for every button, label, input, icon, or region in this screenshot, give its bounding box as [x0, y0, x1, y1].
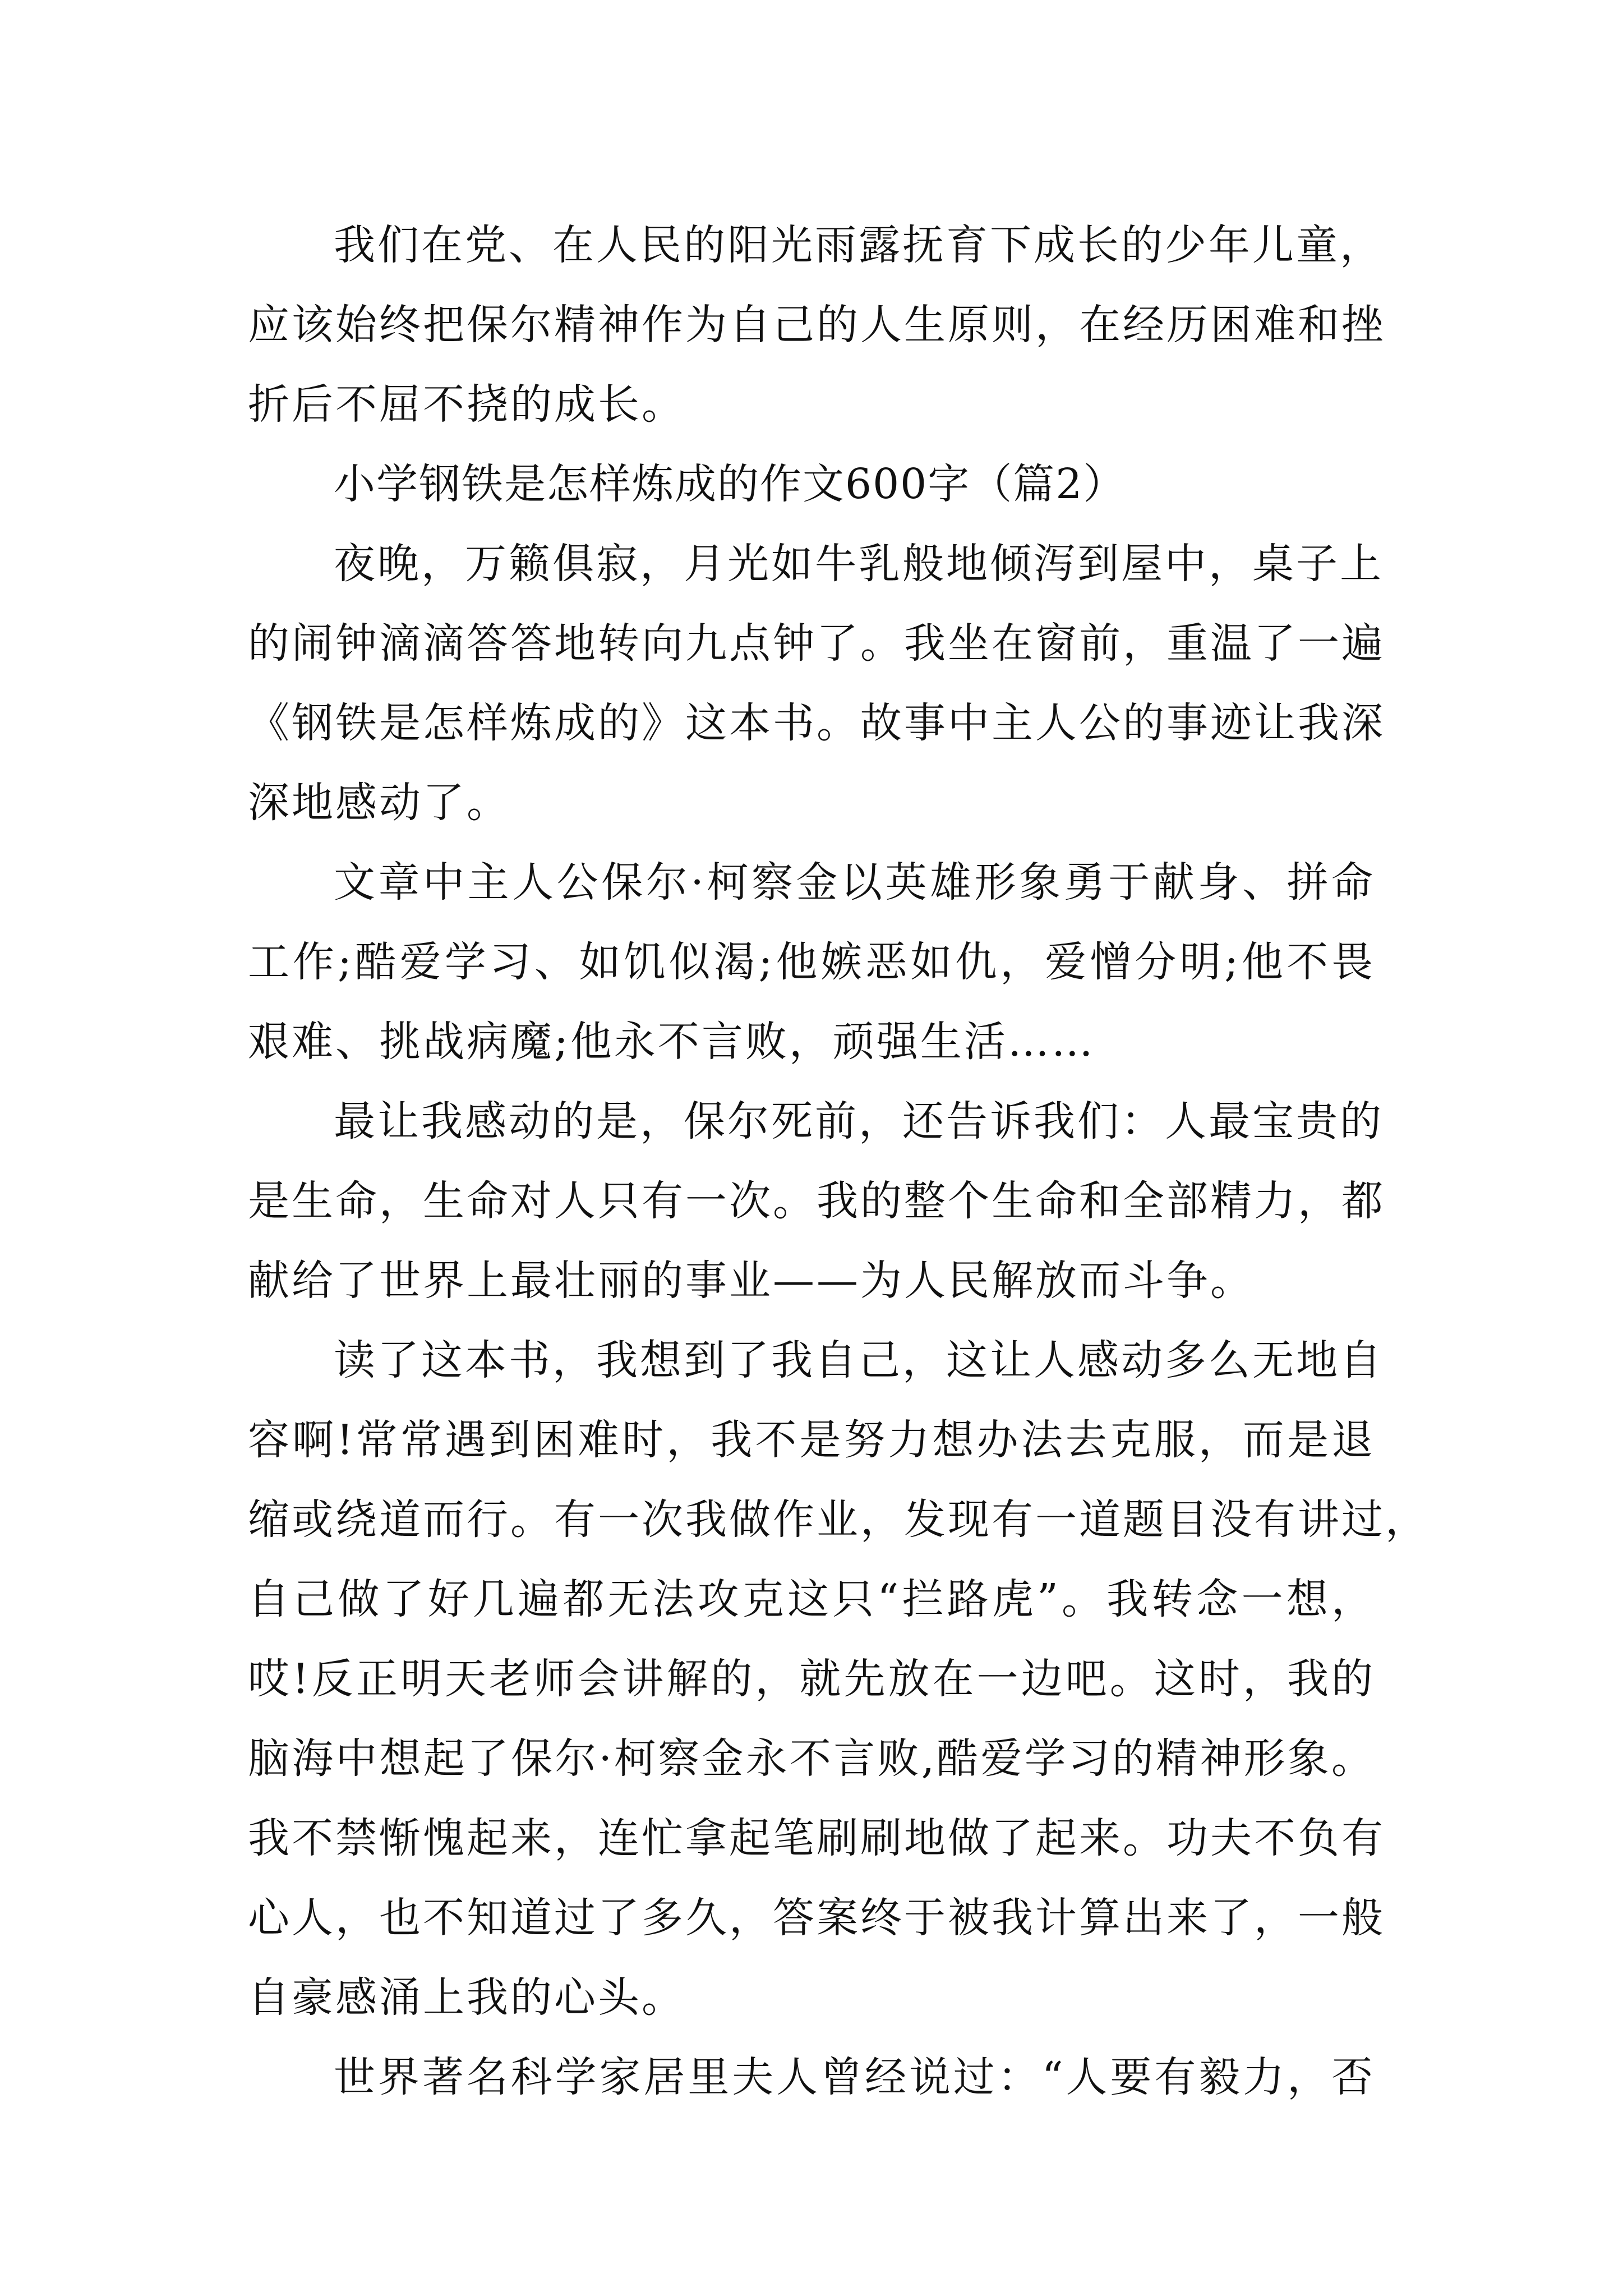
paragraph-line: 自己做了好几遍都无法攻克这只“拦路虎”。我转念一想，	[248, 1575, 1375, 1623]
paragraph-line: 读了这本书，我想到了我自己，这让人感动多么无地自	[334, 1336, 1384, 1384]
paragraph-line: 夜晚，万籁俱寂，月光如牛乳般地倾泻到屋中，桌子上	[334, 540, 1384, 588]
paragraph-line: 应该始终把保尔精神作为自己的人生原则，在经历困难和挫	[248, 301, 1385, 349]
paragraph-line: 是生命，生命对人只有一次。我的整个生命和全部精力，都	[248, 1177, 1385, 1225]
paragraph-line: 的闹钟滴滴答答地转向九点钟了。我坐在窗前，重温了一遍	[248, 619, 1385, 668]
paragraph-line: 最让我感动的是，保尔死前，还告诉我们：人最宝贵的	[334, 1097, 1384, 1145]
paragraph-line: 哎!反正明天老师会讲解的，就先放在一边吧。这时，我的	[248, 1655, 1375, 1703]
paragraph-line: 文章中主人公保尔·柯察金以英雄形象勇于献身、拼命	[334, 858, 1375, 907]
paragraph-line: 心人，也不知道过了多久，答案终于被我计算出来了，一般	[248, 1894, 1385, 1942]
paragraph-line: 缩或绕道而行。有一次我做作业，发现有一道题目没有讲过，	[248, 1496, 1429, 1544]
paragraph-line: 脑海中想起了保尔·柯察金永不言败,酷爱学习的精神形象。	[248, 1734, 1375, 1783]
paragraph-line: 工作;酷爱学习、如饥似渴;他嫉恶如仇，爱憎分明;他不畏	[248, 938, 1375, 986]
paragraph-line: 世界著名科学家居里夫人曾经说过：“人要有毅力，否	[334, 2053, 1375, 2101]
paragraph-line: 我不禁惭愧起来，连忙拿起笔刷刷地做了起来。功夫不负有	[248, 1814, 1385, 1862]
paragraph-line: 献给了世界上最壮丽的事业——为人民解放而斗争。	[248, 1257, 1254, 1305]
paragraph-line: 《钢铁是怎样炼成的》这本书。故事中主人公的事迹让我深	[248, 699, 1385, 747]
paragraph-line: 自豪感涌上我的心头。	[248, 1973, 685, 2022]
paragraph-line: 艰难、挑战病魔;他永不言败，顽强生活……	[248, 1018, 1095, 1066]
section-heading: 小学钢铁是怎样炼成的作文600字（篇2）	[334, 460, 1126, 508]
paragraph-line: 我们在党、在人民的阳光雨露抚育下成长的少年儿童，	[334, 221, 1384, 269]
paragraph-line: 深地感动了。	[248, 779, 510, 827]
paragraph-line: 折后不屈不挠的成长。	[248, 380, 685, 429]
paragraph-line: 容啊!常常遇到困难时，我不是努力想办法去克服，而是退	[248, 1416, 1375, 1464]
